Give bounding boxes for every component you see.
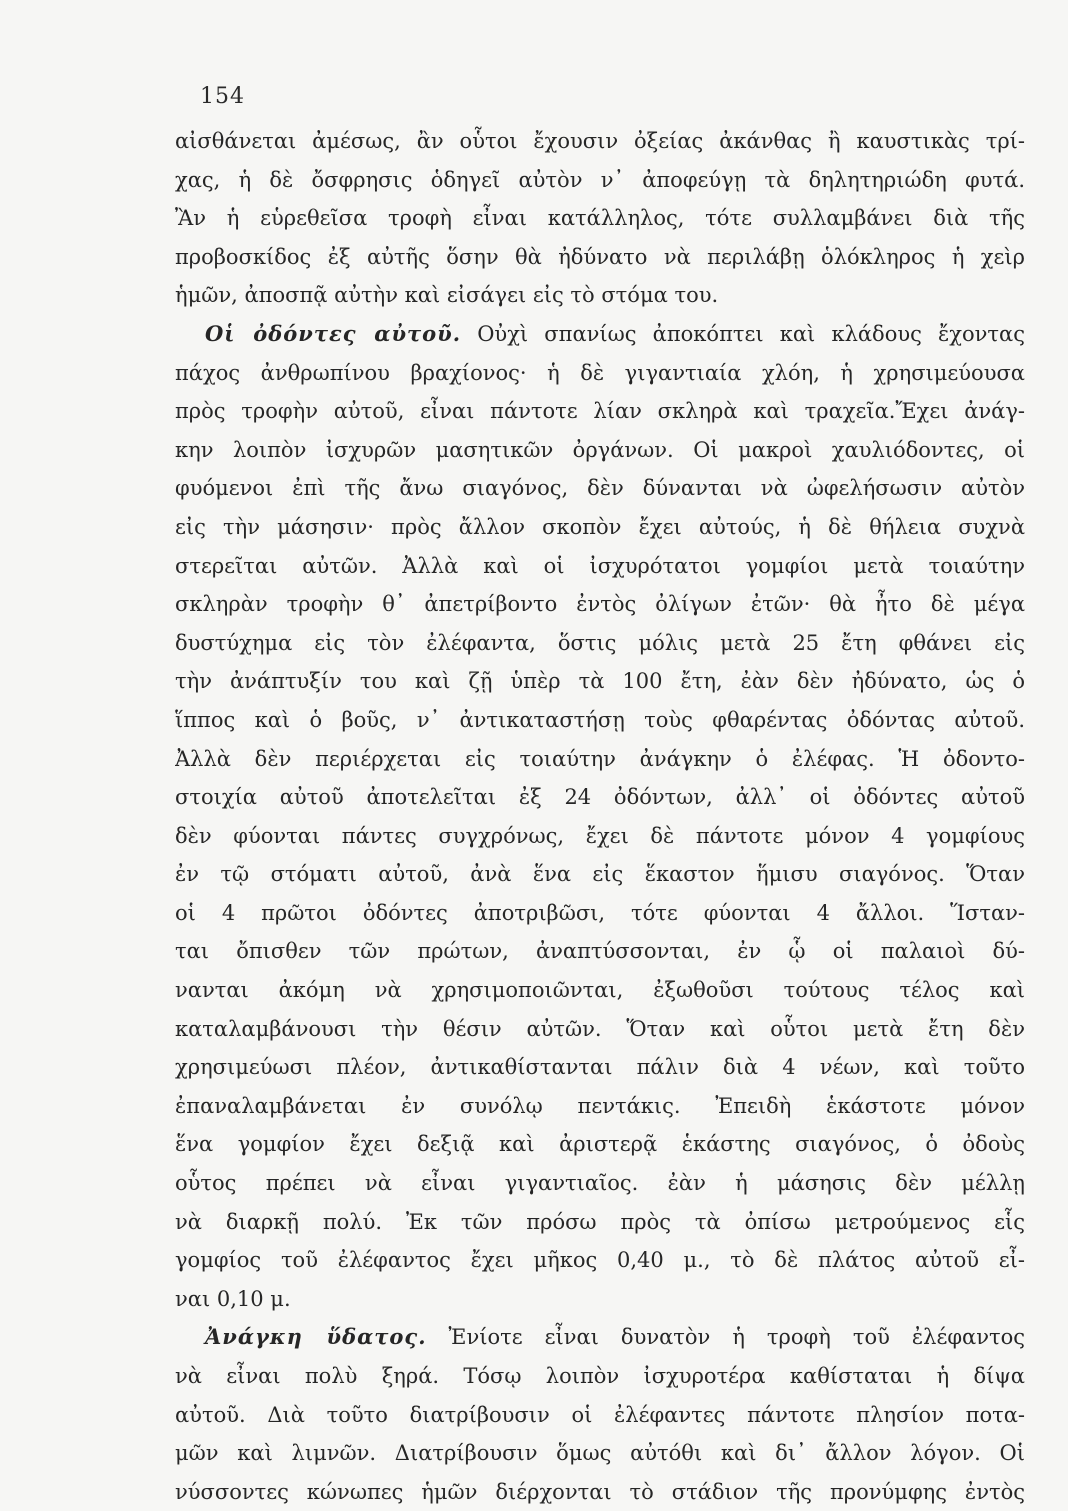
line-text: αὐτοῦ. Διὰ τοῦτο διατρίβουσιν οἱ ἐλέφαντες πάντοτε πλησίον ποτα-: [175, 1402, 1025, 1427]
text-line: [175, 1473, 1025, 1511]
page-number: 154: [200, 84, 245, 109]
line-text: πρὸς τροφὴν αὐτοῦ, εἶναι πάντοτε λίαν σκληρὰ καὶ τραχεῖα.Ἔχει ἀνάγ-: [175, 399, 1025, 424]
text-line: [175, 817, 1025, 856]
text-line: [175, 1203, 1025, 1242]
line-text: τὴν ἀνάπτυξίν του καὶ ζῇ ὑπὲρ τὰ 100 ἔτη, ἐὰν δὲν ἠδύνατο, ὡς ὁ: [175, 669, 1025, 694]
line-text: φυόμενοι ἐπὶ τῆς ἄνω σιαγόνος, δὲν δύνανται νὰ ὠφελήσωσιν αὐτὸν: [175, 476, 1025, 501]
line-text: ἵππος καὶ ὁ βοῦς, ν᾿ ἀντικαταστήσῃ τοὺς φθαρέντας ὀδόντας αὐτοῦ.: [175, 707, 1025, 732]
text-line: [175, 971, 1025, 1010]
section-heading: Οἱ ὀδόντες αὐτοῦ.: [205, 320, 462, 346]
line-text: Ἀλλὰ δὲν περιέρχεται εἰς τοιαύτην ἀνάγκην ὁ ἐλέφας. Ἡ ὀδοντο-: [175, 746, 1025, 771]
line-text: κην λοιπὸν ἰσχυρῶν μασητικῶν ὀργάνων. Οἱ μακροὶ χαυλιόδοντες, οἱ: [175, 437, 1025, 462]
text-line: [175, 315, 1025, 354]
text-line: [175, 199, 1025, 238]
line-text: Ἐνίοτε εἶναι δυνατὸν ἡ τροφὴ τοῦ ἐλέφαντος: [426, 1325, 1025, 1350]
line-text: αἰσθάνεται ἀμέσως, ἂν οὗτοι ἔχουσιν ὀξείας ἀκάνθας ἢ καυστικὰς τρί-: [175, 129, 1025, 153]
line-text: ἐπαναλαμβάνεται ἐν συνόλῳ πεντάκις. Ἐπειδὴ ἑκάστοτε μόνον: [175, 1093, 1025, 1118]
text-line: [175, 431, 1025, 470]
line-text: Ἂν ἡ εὑρεθεῖσα τροφὴ εἶναι κατάλληλος, τότε συλλαμβάνει διὰ τῆς: [175, 206, 1025, 231]
text-line: [175, 740, 1025, 779]
line-text: ἡμῶν, ἀποσπᾷ αὐτὴν καὶ εἰσάγει εἰς τὸ στόμα του.: [175, 283, 719, 308]
text-line: [175, 469, 1025, 508]
line-text: πάχος ἀνθρωπίνου βραχίονος· ἡ δὲ γιγαντιαία χλόη, ἡ χρησιμεύουσα: [175, 360, 1025, 385]
line-text: νὰ εἶναι πολὺ ξηρά. Τόσῳ λοιπὸν ἰσχυροτέρα καθίσταται ἡ δίψα: [175, 1364, 1025, 1388]
text-line: [175, 354, 1025, 393]
text-line: [175, 701, 1025, 740]
text-line: [175, 932, 1025, 971]
text-line: [175, 662, 1025, 701]
text-line: [175, 1241, 1025, 1280]
line-text: νύσσοντες κώνωπες ἡμῶν διέρχονται τὸ στάδιον τῆς προνύμφης ἐντὸς: [175, 1479, 1025, 1504]
line-text: μῶν καὶ λιμνῶν. Διατρίβουσιν ὅμως αὐτόθι καὶ δι᾿ ἄλλον λόγον. Οἱ: [175, 1441, 1025, 1466]
line-text: δὲν φύονται πάντες συγχρόνως, ἔχει δὲ πάντοτε μόνον 4 γομφίους: [175, 823, 1025, 848]
text-line: [175, 392, 1025, 431]
line-text: ἕνα γομφίον ἔχει δεξιᾷ καὶ ἀριστερᾷ ἑκάστης σιαγόνος, ὁ ὀδοὺς: [175, 1132, 1025, 1157]
text-line: [175, 547, 1025, 586]
text-line: [175, 1280, 1025, 1319]
text-line: [175, 1087, 1025, 1126]
text-line: [175, 585, 1025, 624]
line-text: στοιχία αὐτοῦ ἀποτελεῖται ἐξ 24 ὀδόντων, ἀλλ᾿ οἱ ὀδόντες αὐτοῦ: [175, 785, 1025, 810]
line-text: προβοσκίδος ἐξ αὐτῆς ὅσην θὰ ἠδύνατο νὰ περιλάβῃ ὁλόκληρος ἡ χεὶρ: [175, 244, 1025, 269]
body-text: [175, 122, 1025, 1511]
text-line: [175, 855, 1025, 894]
line-text: σκληρὰν τροφὴν θ᾿ ἀπετρίβοντο ἐντὸς ὀλίγων ἐτῶν· θὰ ἦτο δὲ μέγα: [175, 592, 1025, 617]
text-line: [175, 1396, 1025, 1435]
text-line: [175, 508, 1025, 547]
line-text: νανται ἀκόμη νὰ χρησιμοποιῶνται, ἐξωθοῦσι τούτους τέλος καὶ: [175, 978, 1025, 1003]
text-line: [175, 894, 1025, 933]
line-text: ται ὄπισθεν τῶν πρώτων, ἀναπτύσσονται, ἐν ᾧ οἱ παλαιοὶ δύ-: [175, 939, 1025, 964]
line-text: καταλαμβάνουσι τὴν θέσιν αὐτῶν. Ὅταν καὶ οὗτοι μετὰ ἔτη δὲν: [175, 1016, 1025, 1041]
line-text: νὰ διαρκῇ πολύ. Ἐκ τῶν πρόσω πρὸς τὰ ὀπίσω μετρούμενος εἷς: [175, 1209, 1025, 1234]
text-line: [175, 1318, 1025, 1357]
text-line: [175, 276, 1025, 315]
line-text: στερεῖται αὐτῶν. Ἀλλὰ καὶ οἱ ἰσχυρότατοι γομφίοι μετὰ τοιαύτην: [175, 553, 1025, 578]
line-text: εἰς τὴν μάσησιν· πρὸς ἄλλον σκοπὸν ἔχει αὐτούς, ἡ δὲ θήλεια συχνὰ: [175, 514, 1025, 539]
line-text: γομφίος τοῦ ἐλέφαντος ἔχει μῆκος 0,40 μ., τὸ δὲ πλάτος αὐτοῦ εἶ-: [175, 1248, 1025, 1273]
text-line: [175, 1434, 1025, 1473]
line-text: οἱ 4 πρῶτοι ὀδόντες ἀποτριβῶσι, τότε φύονται 4 ἄλλοι. Ἵσταν-: [175, 900, 1025, 925]
text-line: [175, 1010, 1025, 1049]
line-text: Οὐχὶ σπανίως ἀποκόπτει καὶ κλάδους ἔχοντας: [461, 321, 1025, 346]
text-line: [175, 1164, 1025, 1203]
line-text: δυστύχημα εἰς τὸν ἐλέφαντα, ὅστις μόλις μετὰ 25 ἔτη φθάνει εἰς: [175, 630, 1025, 655]
line-text: ναι 0,10 μ.: [175, 1286, 291, 1311]
text-line: [175, 1125, 1025, 1164]
text-line: [175, 122, 1025, 161]
text-line: [175, 1357, 1025, 1396]
text-line: [175, 624, 1025, 663]
line-text: χας, ἡ δὲ ὄσφρησις ὁδηγεῖ αὐτὸν ν᾿ ἀποφεύγῃ τὰ δηλητηριώδη φυτά.: [175, 167, 1025, 192]
line-text: οὗτος πρέπει νὰ εἶναι γιγαντιαῖος. ἐὰν ἡ μάσησις δὲν μέλλῃ: [175, 1171, 1025, 1196]
line-text: χρησιμεύωσι πλέον, ἀντικαθίστανται πάλιν διὰ 4 νέων, καὶ τοῦτο: [175, 1055, 1025, 1080]
text-line: [175, 161, 1025, 200]
section-heading: Ἀνάγκη ὕδατος.: [205, 1324, 427, 1350]
text-line: [175, 1048, 1025, 1087]
line-text: ἐν τῷ στόματι αὐτοῦ, ἀνὰ ἕνα εἰς ἕκαστον ἥμισυ σιαγόνος. Ὅταν: [175, 862, 1025, 887]
text-line: [175, 778, 1025, 817]
text-line: [175, 238, 1025, 277]
